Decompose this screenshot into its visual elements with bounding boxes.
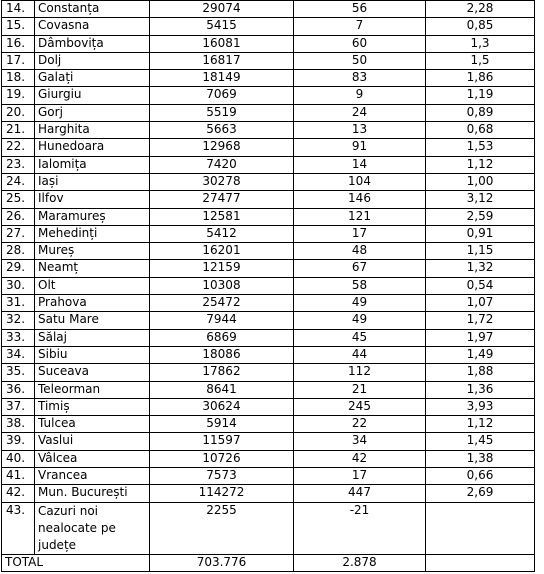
row-number: 19. [2, 87, 35, 104]
new-cases-cell: 121 [294, 208, 426, 225]
table-row [2, 35, 535, 52]
row-number: 35. [2, 364, 35, 381]
rate-cell: 1,38 [426, 450, 535, 467]
rate-cell: 3,12 [426, 191, 535, 208]
total-cases-cell: 25472 [150, 295, 294, 312]
county-name: Iași [35, 173, 150, 190]
row-number: 28. [2, 243, 35, 260]
rate-cell: 1,12 [426, 416, 535, 433]
table-row [2, 104, 535, 121]
county-name: Gorj [35, 104, 150, 121]
total-cases-cell: 16817 [150, 52, 294, 69]
total-cases-cell: 29074 [150, 1, 294, 18]
table-row [2, 329, 535, 346]
total-label-cell [2, 554, 150, 571]
row-number: 31. [2, 295, 35, 312]
county-name [35, 502, 150, 554]
row-number: 15. [2, 18, 35, 35]
rate-cell: 1,15 [426, 243, 535, 260]
table-row [2, 1, 535, 18]
new-cases-cell: 2.878 [294, 554, 426, 571]
total-cases-cell: 18086 [150, 346, 294, 363]
total-cases-cell: 5519 [150, 104, 294, 121]
table-row [2, 450, 535, 467]
county-name: Vrancea [35, 468, 150, 485]
total-cases-cell: 7420 [150, 156, 294, 173]
county-name: Timiș [35, 398, 150, 415]
total-cases-cell: 7573 [150, 468, 294, 485]
rate-cell: 1,07 [426, 295, 535, 312]
row-number: 20. [2, 104, 35, 121]
total-cases-cell: 7069 [150, 87, 294, 104]
county-name: Tulcea [35, 416, 150, 433]
table-row [2, 312, 535, 329]
total-cases-cell: 5914 [150, 416, 294, 433]
new-cases-cell: 17 [294, 468, 426, 485]
rate-cell: 1,3 [426, 35, 535, 52]
county-name: Hunedoara [35, 139, 150, 156]
county-name: Giurgiu [35, 87, 150, 104]
rate-cell: 0,85 [426, 18, 535, 35]
rate-cell: 1,97 [426, 329, 535, 346]
total-cases-cell: 30278 [150, 173, 294, 190]
rate-cell: 1,5 [426, 52, 535, 69]
new-cases-cell: 13 [294, 122, 426, 139]
total-cases-cell: 17862 [150, 364, 294, 381]
table-row [2, 346, 535, 363]
new-cases-cell: 45 [294, 329, 426, 346]
county-name: Ilfov [35, 191, 150, 208]
county-name: Vaslui [35, 433, 150, 450]
total-cases-cell: 10726 [150, 450, 294, 467]
table-row [2, 485, 535, 502]
total-cases-cell: 2255 [150, 502, 294, 554]
county-name: Harghita [35, 122, 150, 139]
new-cases-cell: 112 [294, 364, 426, 381]
county-name: Suceava [35, 364, 150, 381]
rate-cell: 1,49 [426, 346, 535, 363]
rate-cell: 1,19 [426, 87, 535, 104]
new-cases-cell: 24 [294, 104, 426, 121]
new-cases-cell: 7 [294, 18, 426, 35]
rate-cell: 1,88 [426, 364, 535, 381]
unassigned-label-line: Cazuri noi [38, 503, 98, 518]
table-row [2, 122, 535, 139]
rate-cell [426, 554, 535, 571]
county-name: Covasna [35, 18, 150, 35]
new-cases-cell: 146 [294, 191, 426, 208]
county-name: Constanța [35, 1, 150, 18]
total-cases-cell: 12581 [150, 208, 294, 225]
row-number: 21. [2, 122, 35, 139]
row-number: 36. [2, 381, 35, 398]
table-body [2, 1, 535, 572]
row-number: 32. [2, 312, 35, 329]
total-cases-cell: 5663 [150, 122, 294, 139]
table-row [2, 295, 535, 312]
county-name: Teleorman [35, 381, 150, 398]
new-cases-cell: 56 [294, 1, 426, 18]
table-row [2, 139, 535, 156]
row-number: 24. [2, 173, 35, 190]
row-number: 41. [2, 468, 35, 485]
rate-cell: 3,93 [426, 398, 535, 415]
table-row [2, 52, 535, 69]
row-number: 42. [2, 485, 35, 502]
county-name: Satu Mare [35, 312, 150, 329]
new-cases-cell: 14 [294, 156, 426, 173]
county-name: Vâlcea [35, 450, 150, 467]
new-cases-cell: 447 [294, 485, 426, 502]
rate-cell: 2,28 [426, 1, 535, 18]
row-number: 38. [2, 416, 35, 433]
row-number: 22. [2, 139, 35, 156]
new-cases-cell: 91 [294, 139, 426, 156]
row-number: 39. [2, 433, 35, 450]
total-cases-cell: 703.776 [150, 554, 294, 571]
total-cases-cell: 12159 [150, 260, 294, 277]
table-row [2, 70, 535, 87]
county-name: Olt [35, 277, 150, 294]
county-name: Mehedinți [35, 225, 150, 242]
new-cases-cell: 21 [294, 381, 426, 398]
new-cases-cell: 245 [294, 398, 426, 415]
table-row [2, 260, 535, 277]
county-name: Sibiu [35, 346, 150, 363]
table-row [2, 468, 535, 485]
total-cases-cell: 18149 [150, 70, 294, 87]
table-row [2, 87, 535, 104]
total-cases-cell: 7944 [150, 312, 294, 329]
county-name: Dolj [35, 52, 150, 69]
total-cases-cell: 6869 [150, 329, 294, 346]
row-number: 34. [2, 346, 35, 363]
county-name: Dâmbovița [35, 35, 150, 52]
rate-cell: 0,54 [426, 277, 535, 294]
row-number: 30. [2, 277, 35, 294]
county-name: Neamț [35, 260, 150, 277]
new-cases-cell: 22 [294, 416, 426, 433]
table-row [2, 433, 535, 450]
new-cases-cell: 104 [294, 173, 426, 190]
new-cases-cell: 50 [294, 52, 426, 69]
unassigned-label-line: nealocate pe [38, 520, 116, 535]
total-cases-cell: 114272 [150, 485, 294, 502]
county-name: Maramureș [35, 208, 150, 225]
total-cases-cell: 8641 [150, 381, 294, 398]
rate-cell: 1,32 [426, 260, 535, 277]
rate-cell: 1,36 [426, 381, 535, 398]
new-cases-cell: 44 [294, 346, 426, 363]
new-cases-cell: 49 [294, 312, 426, 329]
table-row-total [2, 554, 535, 571]
row-number: 16. [2, 35, 35, 52]
rate-cell: 0,66 [426, 468, 535, 485]
total-cases-cell: 27477 [150, 191, 294, 208]
table-row [2, 156, 535, 173]
table-row-unassigned [2, 502, 535, 554]
table-row [2, 191, 535, 208]
table-row [2, 398, 535, 415]
table-row [2, 173, 535, 190]
unassigned-label [38, 503, 147, 554]
table-row [2, 243, 535, 260]
row-number: 37. [2, 398, 35, 415]
rate-cell: 2,59 [426, 208, 535, 225]
new-cases-cell: 58 [294, 277, 426, 294]
row-number: 23. [2, 156, 35, 173]
row-number: 40. [2, 450, 35, 467]
table-row [2, 18, 535, 35]
row-number: 29. [2, 260, 35, 277]
new-cases-cell: 83 [294, 70, 426, 87]
row-number: 17. [2, 52, 35, 69]
new-cases-cell: 17 [294, 225, 426, 242]
county-name: Mureș [35, 243, 150, 260]
row-number: 14. [2, 1, 35, 18]
rate-cell: 1,12 [426, 156, 535, 173]
rate-cell: 1,72 [426, 312, 535, 329]
rate-cell: 1,53 [426, 139, 535, 156]
rate-cell: 0,68 [426, 122, 535, 139]
total-cases-cell: 5412 [150, 225, 294, 242]
new-cases-cell: 42 [294, 450, 426, 467]
rate-cell: 1,86 [426, 70, 535, 87]
county-name: Galați [35, 70, 150, 87]
row-number: 43. [2, 502, 35, 554]
county-name: Ialomița [35, 156, 150, 173]
table-row [2, 225, 535, 242]
row-number: 25. [2, 191, 35, 208]
table-row [2, 416, 535, 433]
total-cases-cell: 5415 [150, 18, 294, 35]
rate-cell: 0,89 [426, 104, 535, 121]
row-number: 27. [2, 225, 35, 242]
table-row [2, 277, 535, 294]
rate-cell: 2,69 [426, 485, 535, 502]
new-cases-cell: 49 [294, 295, 426, 312]
total-cases-cell: 11597 [150, 433, 294, 450]
table-row [2, 364, 535, 381]
new-cases-cell: 48 [294, 243, 426, 260]
rate-cell: 1,00 [426, 173, 535, 190]
county-name: Mun. București [35, 485, 150, 502]
new-cases-cell: 34 [294, 433, 426, 450]
table-row [2, 208, 535, 225]
row-number: 18. [2, 70, 35, 87]
total-cases-cell: 12968 [150, 139, 294, 156]
total-cases-cell: 30624 [150, 398, 294, 415]
new-cases-cell: 67 [294, 260, 426, 277]
new-cases-cell: 60 [294, 35, 426, 52]
rate-cell: 0,91 [426, 225, 535, 242]
rate-cell [426, 502, 535, 554]
new-cases-cell: -21 [294, 502, 426, 554]
row-number: 33. [2, 329, 35, 346]
total-cases-cell: 16081 [150, 35, 294, 52]
total-label: TOTAL [5, 554, 44, 569]
total-cases-cell: 16201 [150, 243, 294, 260]
county-name: Sălaj [35, 329, 150, 346]
row-number: 26. [2, 208, 35, 225]
rate-cell: 1,45 [426, 433, 535, 450]
new-cases-cell: 9 [294, 87, 426, 104]
county-cases-table [1, 0, 535, 572]
table-row [2, 381, 535, 398]
unassigned-label-line: județe [38, 537, 77, 552]
county-name: Prahova [35, 295, 150, 312]
total-cases-cell: 10308 [150, 277, 294, 294]
